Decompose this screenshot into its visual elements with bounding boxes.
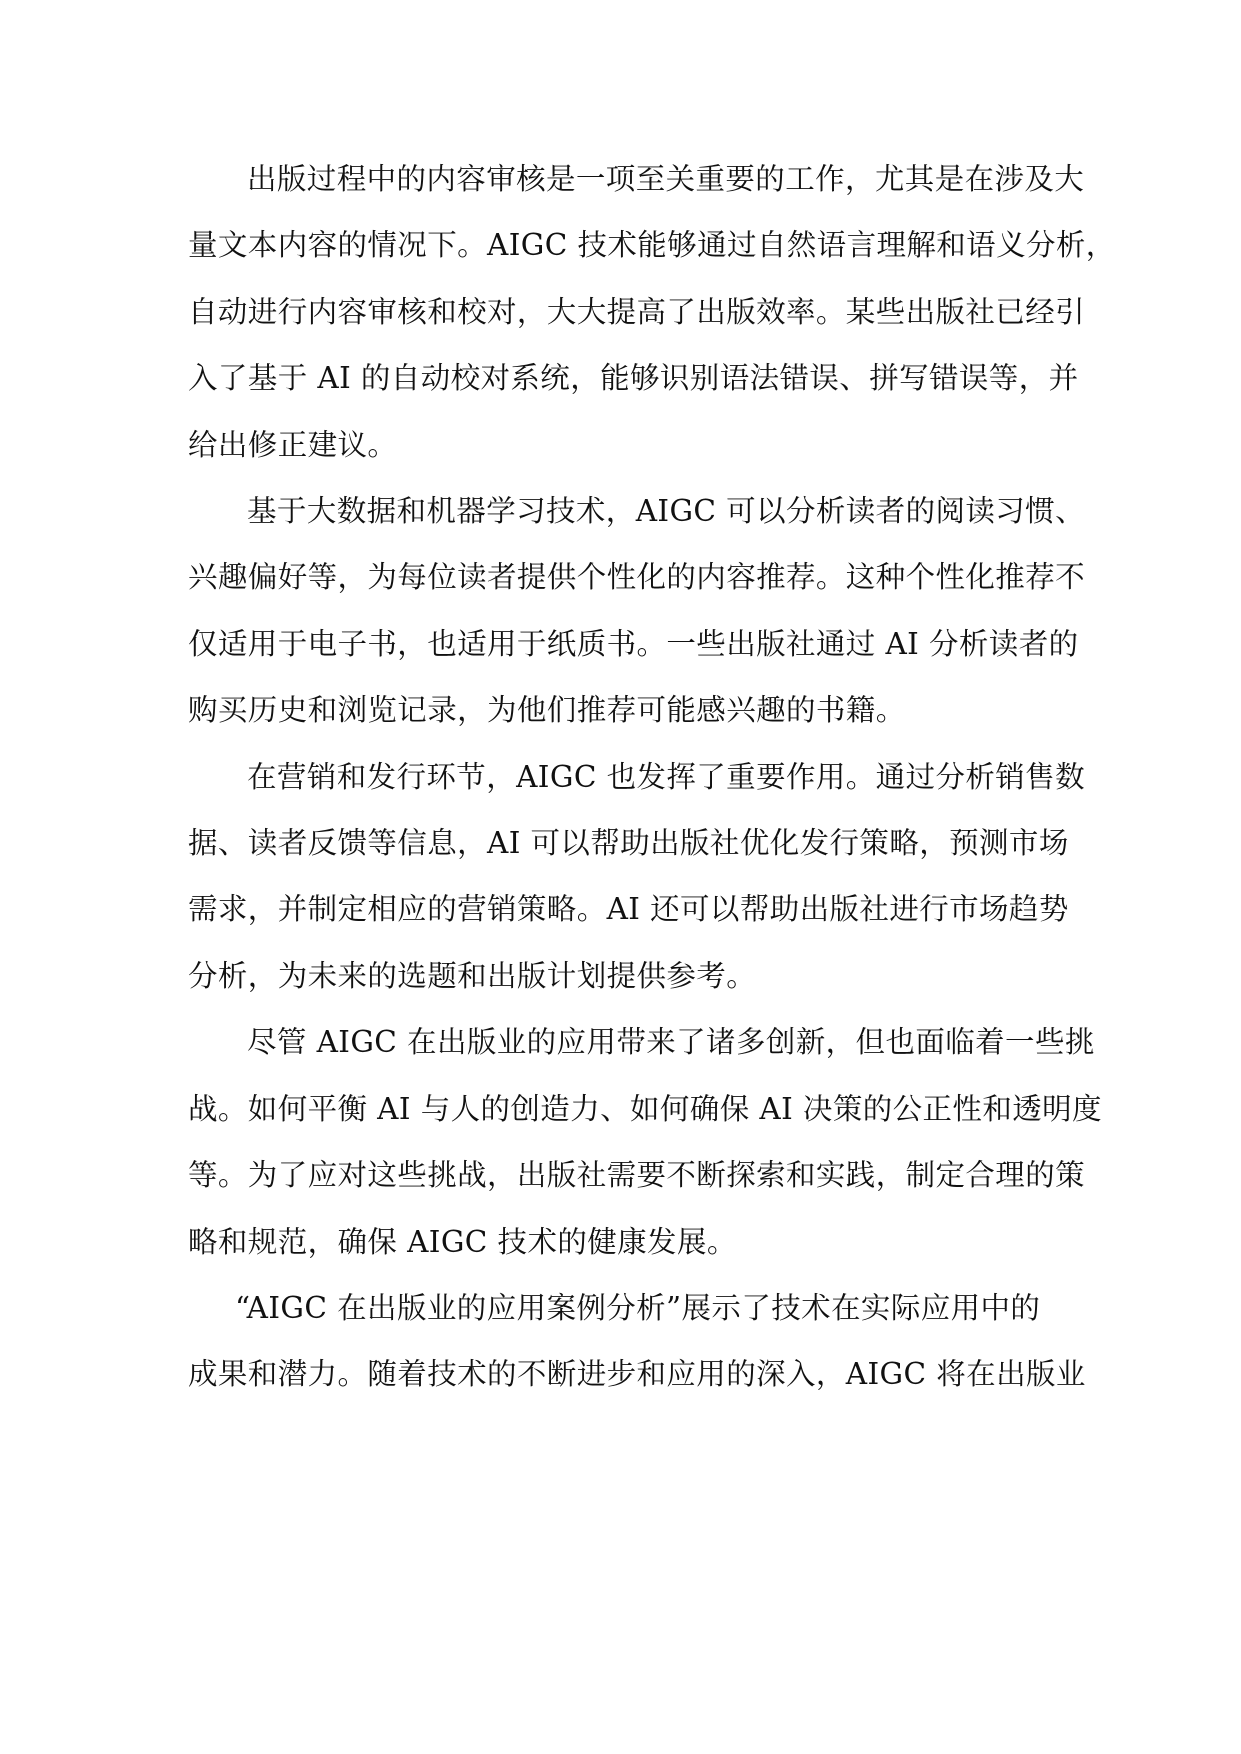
text-line: 自动进行内容审核和校对，大大提高了出版效率。某些出版社已经引 <box>188 294 1086 329</box>
text-line: 仅适用于电子书，也适用于纸质书。一些出版社通过 AI 分析读者的 <box>188 626 1079 661</box>
text-line: 基于大数据和机器学习技术，AIGC 可以分析读者的阅读习惯、 <box>247 494 1085 529</box>
text-line: 在营销和发行环节，AIGC 也发挥了重要作用。通过分析销售数 <box>247 759 1085 794</box>
text-line: 尽管 AIGC 在出版业的应用带来了诸多创新，但也面临着一些挑 <box>247 1025 1095 1060</box>
paragraph-challenges <box>188 1009 1102 1275</box>
paragraph-case-analysis <box>188 1275 1086 1408</box>
paragraph-marketing-distribution <box>188 744 1085 1010</box>
text-line: 分析，为未来的选题和出版计划提供参考。 <box>188 958 757 993</box>
paragraph-personalized-recommendation <box>188 478 1086 744</box>
text-line: 量文本内容的情况下。AIGC 技术能够通过自然语言理解和语义分析， <box>188 228 1116 263</box>
text-line: 略和规范，确保 AIGC 技术的健康发展。 <box>188 1224 737 1259</box>
text-line: 等。为了应对这些挑战，出版社需要不断探索和实践，制定合理的策 <box>188 1158 1086 1193</box>
text-line: 出版过程中的内容审核是一项至关重要的工作，尤其是在涉及大 <box>247 162 1085 196</box>
paragraph-content-review <box>188 146 1116 478</box>
text-line: 入了基于 AI 的自动校对系统，能够识别语法错误、拼写错误等，并 <box>188 361 1079 396</box>
text-line: 成果和潜力。随着技术的不断进步和应用的深入，AIGC 将在出版业 <box>188 1357 1086 1392</box>
text-line: 购买历史和浏览记录，为他们推荐可能感兴趣的书籍。 <box>188 693 906 728</box>
text-line: 需求，并制定相应的营销策略。AI 还可以帮助出版社进行市场趋势 <box>188 892 1069 927</box>
text-line: “AIGC 在出版业的应用案例分析”展示了技术在实际应用中的 <box>235 1290 1041 1325</box>
body-text <box>188 146 1116 1408</box>
text-line: 兴趣偏好等，为每位读者提供个性化的内容推荐。这种个性化推荐不 <box>188 560 1086 595</box>
text-line: 据、读者反馈等信息，AI 可以帮助出版社优化发行策略，预测市场 <box>188 826 1069 861</box>
text-line: 给出修正建议。 <box>188 427 398 462</box>
text-line: 战。如何平衡 AI 与人的创造力、如何确保 AI 决策的公正性和透明度 <box>188 1091 1102 1126</box>
